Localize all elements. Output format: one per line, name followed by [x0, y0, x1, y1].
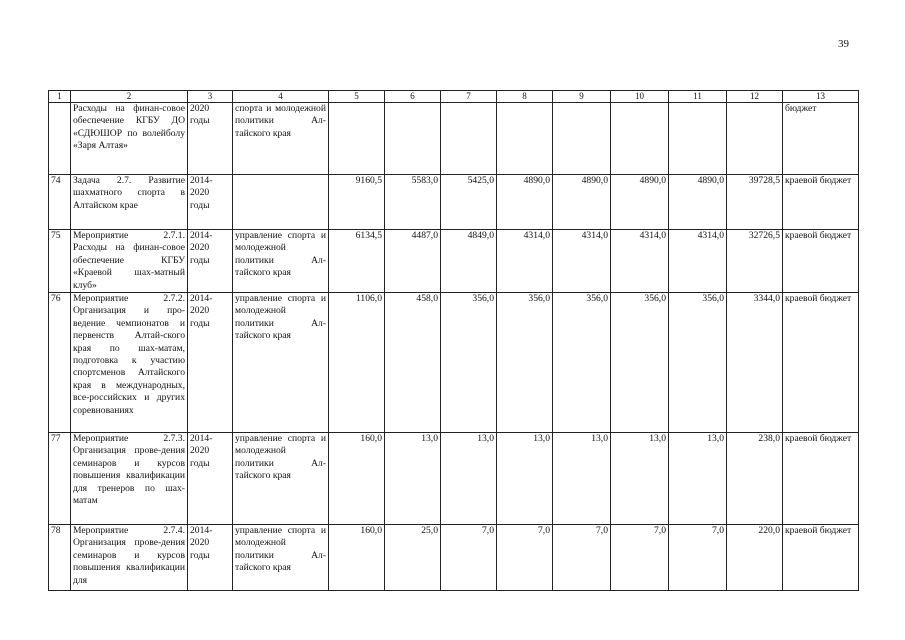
- row-source: краевой бюджет: [783, 293, 859, 433]
- value-cell: 7,0: [441, 525, 497, 591]
- row-name: Задача 2.7. Развитие шахматного спорта в Алтайском крае: [71, 175, 188, 230]
- value-cell: 4314,0: [497, 230, 553, 293]
- row-executor: управление спорта и молодежной политики Ал-тайского края: [233, 525, 329, 591]
- row-number: 78: [49, 525, 71, 591]
- row-executor: управление спорта и молодежной политики Ал-тайского края: [233, 433, 329, 525]
- table-row: [49, 230, 859, 293]
- value-cell: 7,0: [611, 525, 669, 591]
- column-header: 13: [783, 91, 859, 103]
- value-cell: 356,0: [669, 293, 727, 433]
- value-cell: [329, 103, 385, 175]
- value-cell: 4314,0: [553, 230, 611, 293]
- row-name: Мероприятие 2.7.2. Организация и про-ведение чемпионатов и первенств Алтай-ского края по шах-матам, подготовка к участию спортсменов Алтайского края в международных, все-российских и других соревнованиях: [71, 293, 188, 433]
- table-row: [49, 433, 859, 525]
- row-executor: управление спорта и молодежной политики Ал-тайского края: [233, 293, 329, 433]
- value-cell: [385, 103, 441, 175]
- value-cell: 4890,0: [611, 175, 669, 230]
- value-cell: 238,0: [727, 433, 783, 525]
- value-cell: [497, 103, 553, 175]
- value-cell: 356,0: [553, 293, 611, 433]
- value-cell: 4890,0: [553, 175, 611, 230]
- row-name: Расходы на финан-совое обеспечение КГБУ ДО «СДЮШОР по волейболу «Заря Алтая»: [71, 103, 188, 175]
- value-cell: 4890,0: [669, 175, 727, 230]
- value-cell: 220,0: [727, 525, 783, 591]
- value-cell: 32726,5: [727, 230, 783, 293]
- value-cell: 5425,0: [441, 175, 497, 230]
- value-cell: 3344,0: [727, 293, 783, 433]
- column-header: 4: [233, 91, 329, 103]
- value-cell: [611, 103, 669, 175]
- row-period: 2014-2020 годы: [188, 433, 233, 525]
- value-cell: 160,0: [329, 525, 385, 591]
- value-cell: 25,0: [385, 525, 441, 591]
- row-source: краевой бюджет: [783, 525, 859, 591]
- row-source: бюджет: [783, 103, 859, 175]
- value-cell: 458,0: [385, 293, 441, 433]
- page-number: 39: [838, 38, 849, 50]
- row-number: 77: [49, 433, 71, 525]
- value-cell: 4487,0: [385, 230, 441, 293]
- value-cell: 356,0: [441, 293, 497, 433]
- table-row: [49, 293, 859, 433]
- value-cell: 356,0: [497, 293, 553, 433]
- column-header: 12: [727, 91, 783, 103]
- row-executor: управление спорта и молодежной политики Ал-тайского края: [233, 230, 329, 293]
- row-number: [49, 103, 71, 175]
- row-source: краевой бюджет: [783, 230, 859, 293]
- value-cell: 13,0: [611, 433, 669, 525]
- value-cell: 5583,0: [385, 175, 441, 230]
- column-header: 7: [441, 91, 497, 103]
- column-header: 8: [497, 91, 553, 103]
- value-cell: 1106,0: [329, 293, 385, 433]
- table-row: [49, 103, 859, 175]
- column-header: 10: [611, 91, 669, 103]
- row-source: краевой бюджет: [783, 175, 859, 230]
- column-header: 1: [49, 91, 71, 103]
- value-cell: 9160,5: [329, 175, 385, 230]
- value-cell: 6134,5: [329, 230, 385, 293]
- table-row: [49, 175, 859, 230]
- column-header: 3: [188, 91, 233, 103]
- value-cell: 160,0: [329, 433, 385, 525]
- value-cell: 356,0: [611, 293, 669, 433]
- value-cell: [727, 103, 783, 175]
- row-period: 2014-2020 годы: [188, 525, 233, 591]
- row-executor: [233, 175, 329, 230]
- header-row: [49, 91, 859, 103]
- value-cell: 13,0: [385, 433, 441, 525]
- row-executor: спорта и молодежной политики Ал-тайского края: [233, 103, 329, 175]
- value-cell: 4314,0: [669, 230, 727, 293]
- row-period: 2014-2020 годы: [188, 175, 233, 230]
- value-cell: 4890,0: [497, 175, 553, 230]
- value-cell: 13,0: [553, 433, 611, 525]
- row-number: 76: [49, 293, 71, 433]
- row-source: краевой бюджет: [783, 433, 859, 525]
- row-period: 2014-2020 годы: [188, 293, 233, 433]
- column-header: 5: [329, 91, 385, 103]
- column-header: 9: [553, 91, 611, 103]
- row-name: Мероприятие 2.7.1. Расходы на финан-совое обеспечение КГБУ «Краевой шах-матный клуб»: [71, 230, 188, 293]
- value-cell: 13,0: [497, 433, 553, 525]
- value-cell: 4314,0: [611, 230, 669, 293]
- table-row: [49, 525, 859, 591]
- value-cell: 7,0: [497, 525, 553, 591]
- column-header: 6: [385, 91, 441, 103]
- row-number: 74: [49, 175, 71, 230]
- column-header: 11: [669, 91, 727, 103]
- row-name: Мероприятие 2.7.3. Организация прове-дения семинаров и курсов повышения квалификации для тренеров по шах-матам: [71, 433, 188, 525]
- column-header: 2: [71, 91, 188, 103]
- value-cell: [553, 103, 611, 175]
- value-cell: 13,0: [441, 433, 497, 525]
- value-cell: 13,0: [669, 433, 727, 525]
- row-period: 2014-2020 годы: [188, 230, 233, 293]
- budget-table: [48, 90, 859, 591]
- row-name: Мероприятие 2.7.4. Организация прове-дения семинаров и курсов повышения квалификации для: [71, 525, 188, 591]
- value-cell: [441, 103, 497, 175]
- value-cell: [669, 103, 727, 175]
- value-cell: 7,0: [553, 525, 611, 591]
- value-cell: 4849,0: [441, 230, 497, 293]
- row-period: 2020 годы: [188, 103, 233, 175]
- value-cell: 39728,5: [727, 175, 783, 230]
- value-cell: 7,0: [669, 525, 727, 591]
- row-number: 75: [49, 230, 71, 293]
